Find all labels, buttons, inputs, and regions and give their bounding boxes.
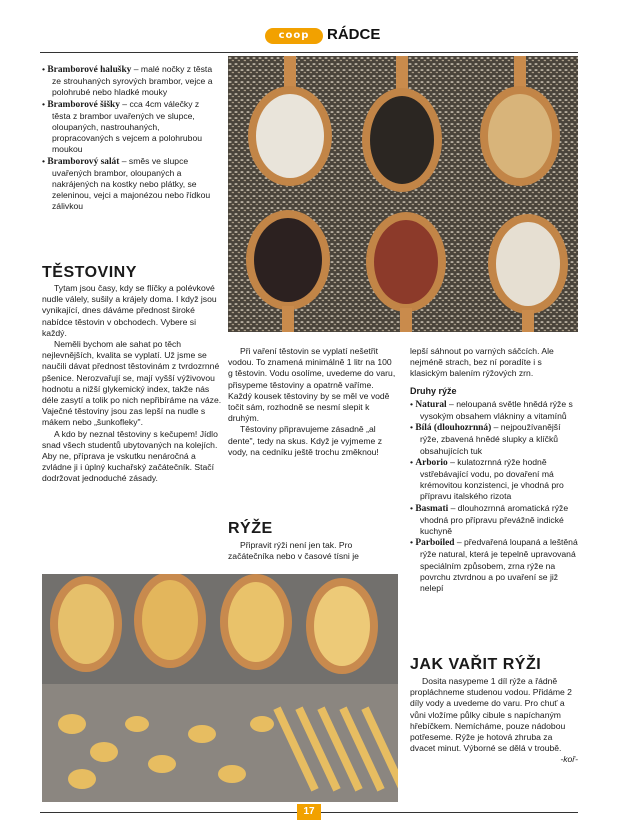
list-item: • Parboiled – předvařená loupaná a leštěná rýže natural, která je tepelně upravovaná speciálním způsobem, zrna rýže na povrchu ztvrdnou a po uvaření se již nelepí [410,537,578,594]
potato-bullets [42,64,220,213]
ryze-heading: RÝŽE [228,520,273,537]
list-item: • Bílá (dlouhozrnná) – nejpoužívanější rýže, zbavená hnědé slupky a klíčků obsahujících tuk [410,422,561,456]
list-item: • Bramborový salát – směs ve slupce uvařených brambor, oloupaných a nakrájených na kostky nebo plátky, se zeleninou, vejci a majonézou nebo řídkou zálivkou [42,155,211,212]
testoviny-column-2: Při vaření těstovin se vyplatí nešetřit vodou. To znamená minimálně 1 litr na 100 g těstovin. Vodu osolíme, uvedeme do varu, přisypeme těstoviny a opatrně vaříme. Každý kousek těstoviny by se měl ve vodě točit sám, rozhodně se nesmí slepit k druhým. Těstoviny připravujeme zásadně „al dente", tedy na skus. Když je vyjmeme z vody, na cedníku ještě trochu změknou! [228,346,396,457]
page-header [0,24,618,50]
pasta-photo [42,574,398,802]
list-item: • Bramborové halušky – malé nočky z těsta ze strouhaných syrových brambor, vejce a polohrubé nebo hladké mouky [42,64,213,98]
jak-varit-text: Dosita nasypeme 1 díl rýže a řádně propláchneme studenou vodou. Přidáme 2 díly vody a uvedeme do varu. Pro chuť a vůni vložíme půlky cibule s napíchaným hřebíčkem. Nemícháme, pouze nádobou potřeseme. Rýže je hotová zhruba za dvacet minut. Výborné se dělá v troubě. -koř- [410,676,578,765]
list-item: • Natural – neloupaná světle hnědá rýže s vysokým obsahem vlákniny a vitamínů [410,398,573,422]
testoviny-column-1: Tytam jsou časy, kdy se flíčky a polévkové nudle válely, sušily a krájely doma. I když jsou vynikající, dnes dáváme přednost široké nabídce těstovin v obchodech. Vybere si každý. Neměli bychom ale sahat po těch nejlevnějších, kvalita se vyplatí. Už jsme se naučili dávat přednost těstovinám z tvrdozrnné pšenice. Nerozvařují se, mají vyšší výživovou hodnotu a nižší glykemický index, takže nás déle zasytí a tolik po nich nepřibíráme na váze. Vaječné těstoviny jsou zas lepší na nudle s mákem nebo „šunkofleky". A kdo by neznal těstoviny s kečupem! Jídlo snad všech studentů ubytovaných na kolejích. Aby ne, příprava je vskutku nenáročná a zvládne ji i úplný kuchařský začátečník. Stačí dodržovat jednoduché zásady. [42,283,222,484]
section-title: RÁDCE [327,26,381,43]
header-rule [40,52,578,53]
rice-photo [228,56,578,332]
ryze-intro: Připravit rýži není jen tak. Pro začátečníka nebo v časové tísni je [228,540,359,562]
pasta-spoons-image [42,574,398,802]
coop-logo: coop [265,28,323,44]
ryze-column-3: lepší sáhnout po varných sáčcích. Ale nejméně strach, bez ní poradíte i s klasickým balením rýžových zrn. Druhy rýže • Natural – neloupaná světle hnědá rýže s vysokým obsahem vlákniny a vitamínů • Bílá (dlouhozrnná) – nejpoužívanější rýže, zbavená hnědé slupky a klíčků obsahujících tuk • Arborio – kulatozrnná rýže hodně vstřebávající vodu, po dovaření má krémovitou konzistenci, je vhodná pro přípravu italského rizota • Basmati – dlouhozrnná aromatická rýže vhodná pro přípravu převážně indické kuchyně • Parboiled – předvařená loupaná a leštěná rýže natural, která je tepelně upravovaná speciálním způsobem, zrna rýže na povrchu ztvrdnou a po uvaření se již nelepí [410,346,578,594]
author-signature: -koř- [560,754,578,765]
page-footer [0,803,618,823]
rice-types-heading: Druhy rýže [410,385,457,396]
testoviny-heading: TĚSTOVINY [42,264,137,281]
jak-varit-heading: JAK VAŘIT RÝŽI [410,656,542,673]
list-item: • Bramborové šišky – cca 4cm válečky z těsta z brambor uvařených ve slupce, oloupaných, nastrouhaných, propracovaných s vejcem a polohrubou moukou [42,98,203,155]
list-item: • Basmati – dlouhozrnná aromatická rýže vhodná pro přípravu převážně indické kuchyně [410,502,569,537]
list-item: • Arborio – kulatozrnná rýže hodně vstřebávající vodu, po dovaření má krémovitou konzistenci, je vhodná pro přípravu italského rizota [410,456,564,502]
rice-spoons-image [228,56,578,332]
page-number: 17 [297,804,321,820]
